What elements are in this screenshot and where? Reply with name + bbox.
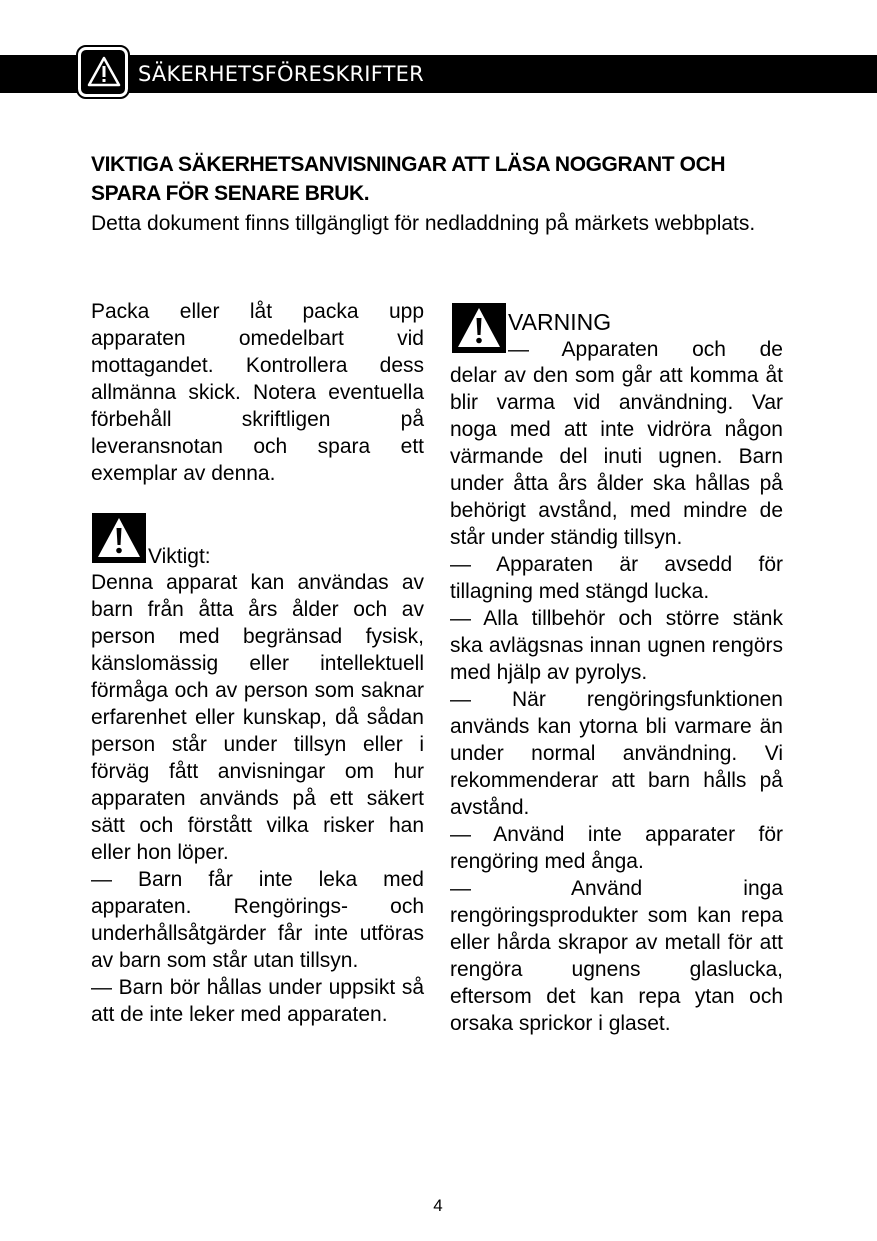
right-column [450, 308, 783, 1037]
warning-triangle-icon [78, 47, 128, 97]
page-number: 4 [433, 1196, 443, 1215]
warning-paragraph: — Använd inga rengöringsprodukter som kan repa eller hårda skrapor av metall för att rengöra ugnens glaslucka, eftersom det kan repa ytan och orsaka sprickor i glaset. [450, 877, 783, 1035]
warning-icon [452, 303, 506, 353]
warning-paragraph: — Använd inte apparater för rengöring med ånga. [450, 823, 783, 873]
warning-heading-row [450, 308, 783, 362]
important-warning-icon [92, 513, 146, 563]
header-bar [0, 55, 877, 93]
left-column [91, 298, 424, 1028]
warning-paragraph: — Alla tillbehör och större stänk ska avlägsnas innan ugnen rengörs med hjälp av pyrolys. [450, 607, 783, 684]
download-note: Detta dokument finns tillgängligt för nedladdning på märkets webbplats. [91, 212, 756, 235]
important-paragraph: — Barn får inte leka med apparaten. Rengörings- och underhållsåtgärder får inte utföras av barn som står utan tillsyn. [91, 868, 424, 972]
important-paragraph: Denna apparat kan användas av barn från åtta års ålder och av person med begränsad fysisk, känslomässig eller intellektuell förmåga och av person som saknar erfarenhet eller kunskap, då sådan person står under tillsyn eller i förväg fått anvisningar om hur apparaten används på ett säkert sätt och förstått vilka risker han eller hon löper. [91, 571, 424, 864]
section-title: SÄKERHETSFÖRESKRIFTER [138, 62, 424, 86]
warning-first-line [508, 336, 783, 363]
important-heading-row [91, 513, 424, 569]
warning-paragraph: — När rengöringsfunktionen används kan ytorna bli varmare än under normal användning. Vi rekommenderar att barn hålls på avstånd. [450, 688, 783, 819]
important-instructions-heading: VIKTIGA SÄKERHETSANVISNINGAR ATT LÄSA NOGGRANT OCH SPARA FÖR SENARE BRUK. [91, 153, 726, 205]
warning-label: VARNING [508, 309, 612, 335]
warning-paragraph: — Apparaten är avsedd för tillagning med stängd lucka. [450, 553, 783, 603]
warning-paragraph: delar av den som går att komma åt blir varma vid användning. Var noga med att inte vidröra någon värmande del inuti ugnen. Barn under åtta års ålder ska hållas på behörigt avstånd, med mindre de står under ständig tillsyn. [450, 364, 783, 549]
important-label: Viktigt: [148, 545, 211, 568]
important-paragraph: — Barn bör hållas under uppsikt så att de inte leker med apparaten. [91, 976, 424, 1026]
unpack-instructions: Packa eller låt packa upp apparaten omedelbart vid mottagandet. Kontrollera dess allmänna skick. Notera eventuella förbehåll skriftligen på leveransnotan och spara ett exemplar av denna. [91, 300, 424, 485]
warning-first-line-text: — Apparaten och de [508, 338, 783, 361]
